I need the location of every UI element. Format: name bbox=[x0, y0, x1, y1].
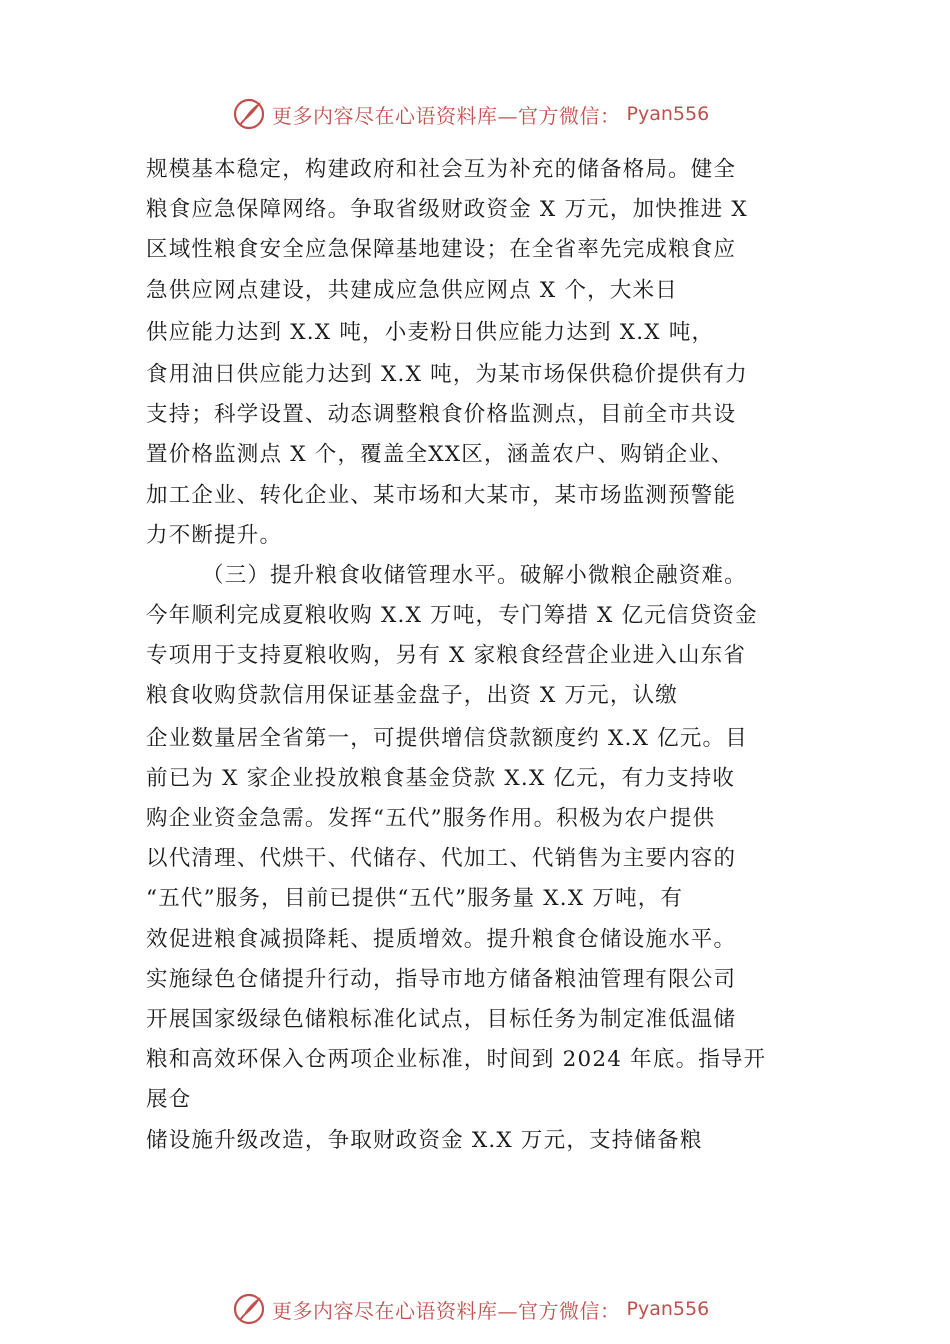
body-line: 储设施升级改造，争取财政资金 X.X 万元，支持储备粮 bbox=[146, 1127, 703, 1153]
watermark-text: 更多内容尽在心语资料库—官方微信： bbox=[272, 103, 621, 128]
body-line: 开展国家级绿色储粮标准化试点，目标任务为制定准低温储 bbox=[146, 1006, 737, 1032]
body-line: “五代”服务，目前已提供“五代”服务量 X.X 万吨，有 bbox=[146, 886, 684, 912]
body-line: 力不断提升。 bbox=[146, 522, 283, 548]
body-line: 购企业资金急需。发挥“五代”服务作用。积极为农户提供 bbox=[146, 806, 716, 831]
quill-logo-icon bbox=[232, 97, 266, 131]
watermark-wechat-id: Pyan556 bbox=[626, 1298, 710, 1320]
body-line: 企业数量居全省第一，可提供增信贷款额度约 X.X 亿元。目 bbox=[146, 725, 748, 751]
body-line: 展仓 bbox=[146, 1087, 192, 1113]
body-line: 今年顺利完成夏粮收购 X.X 万吨，专门筹措 X 亿元信贷资金 bbox=[146, 603, 758, 629]
body-line: 前已为 X 家企业投放粮食基金贷款 X.X 亿元，有力支持收 bbox=[146, 765, 736, 791]
body-line: 粮食应急保障网络。争取省级财政资金 X 万元，加快推进 X bbox=[146, 197, 748, 223]
body-line: 区域性粮食安全应急保障基地建设；在全省率先完成粮食应 bbox=[146, 237, 737, 263]
section-heading: （三）提升粮食收储管理水平。破解小微粮企融资难。 bbox=[202, 562, 747, 588]
watermark-wechat-id: Pyan556 bbox=[626, 103, 710, 125]
body-line: 以代清理、代烘干、代储存、代加工、代销售为主要内容的 bbox=[146, 846, 737, 872]
body-line: 粮食收购贷款信用保证基金盘子，出资 X 万元，认缴 bbox=[146, 683, 678, 709]
watermark-text: 更多内容尽在心语资料库—官方微信： bbox=[272, 1298, 621, 1323]
body-line: 专项用于支持夏粮收购，另有 X 家粮食经营企业进入山东省 bbox=[146, 643, 747, 669]
document-body bbox=[146, 150, 818, 1161]
body-line: 实施绿色仓储提升行动，指导市地方储备粮油管理有限公司 bbox=[146, 966, 737, 992]
watermark-header bbox=[232, 96, 709, 132]
body-line: 置价格监测点 X 个，覆盖全XX区，涵盖农户、购销企业、 bbox=[146, 442, 734, 468]
quill-logo-icon bbox=[232, 1292, 266, 1326]
body-line: 加工企业、转化企业、某市场和大某市，某市场监测预警能 bbox=[146, 482, 737, 508]
body-line: 供应能力达到 X.X 吨，小麦粉日供应能力达到 X.X 吨， bbox=[146, 319, 715, 345]
watermark-footer bbox=[232, 1291, 709, 1327]
body-line: 粮和高效环保入仓两项企业标准，时间到 2024 年底。指导开 bbox=[146, 1047, 767, 1073]
body-line: 食用油日供应能力达到 X.X 吨，为某市场保供稳价提供有力 bbox=[146, 361, 748, 387]
body-line: 急供应网点建设，共建成应急供应网点 X 个，大米日 bbox=[146, 277, 678, 303]
body-line: 规模基本稳定，构建政府和社会互为补充的储备格局。健全 bbox=[146, 157, 737, 182]
body-line: 支持；科学设置、动态调整粮食价格监测点，目前全市共设 bbox=[146, 402, 737, 428]
body-line: 效促进粮食减损降耗、提质增效。提升粮食仓储设施水平。 bbox=[146, 926, 737, 952]
